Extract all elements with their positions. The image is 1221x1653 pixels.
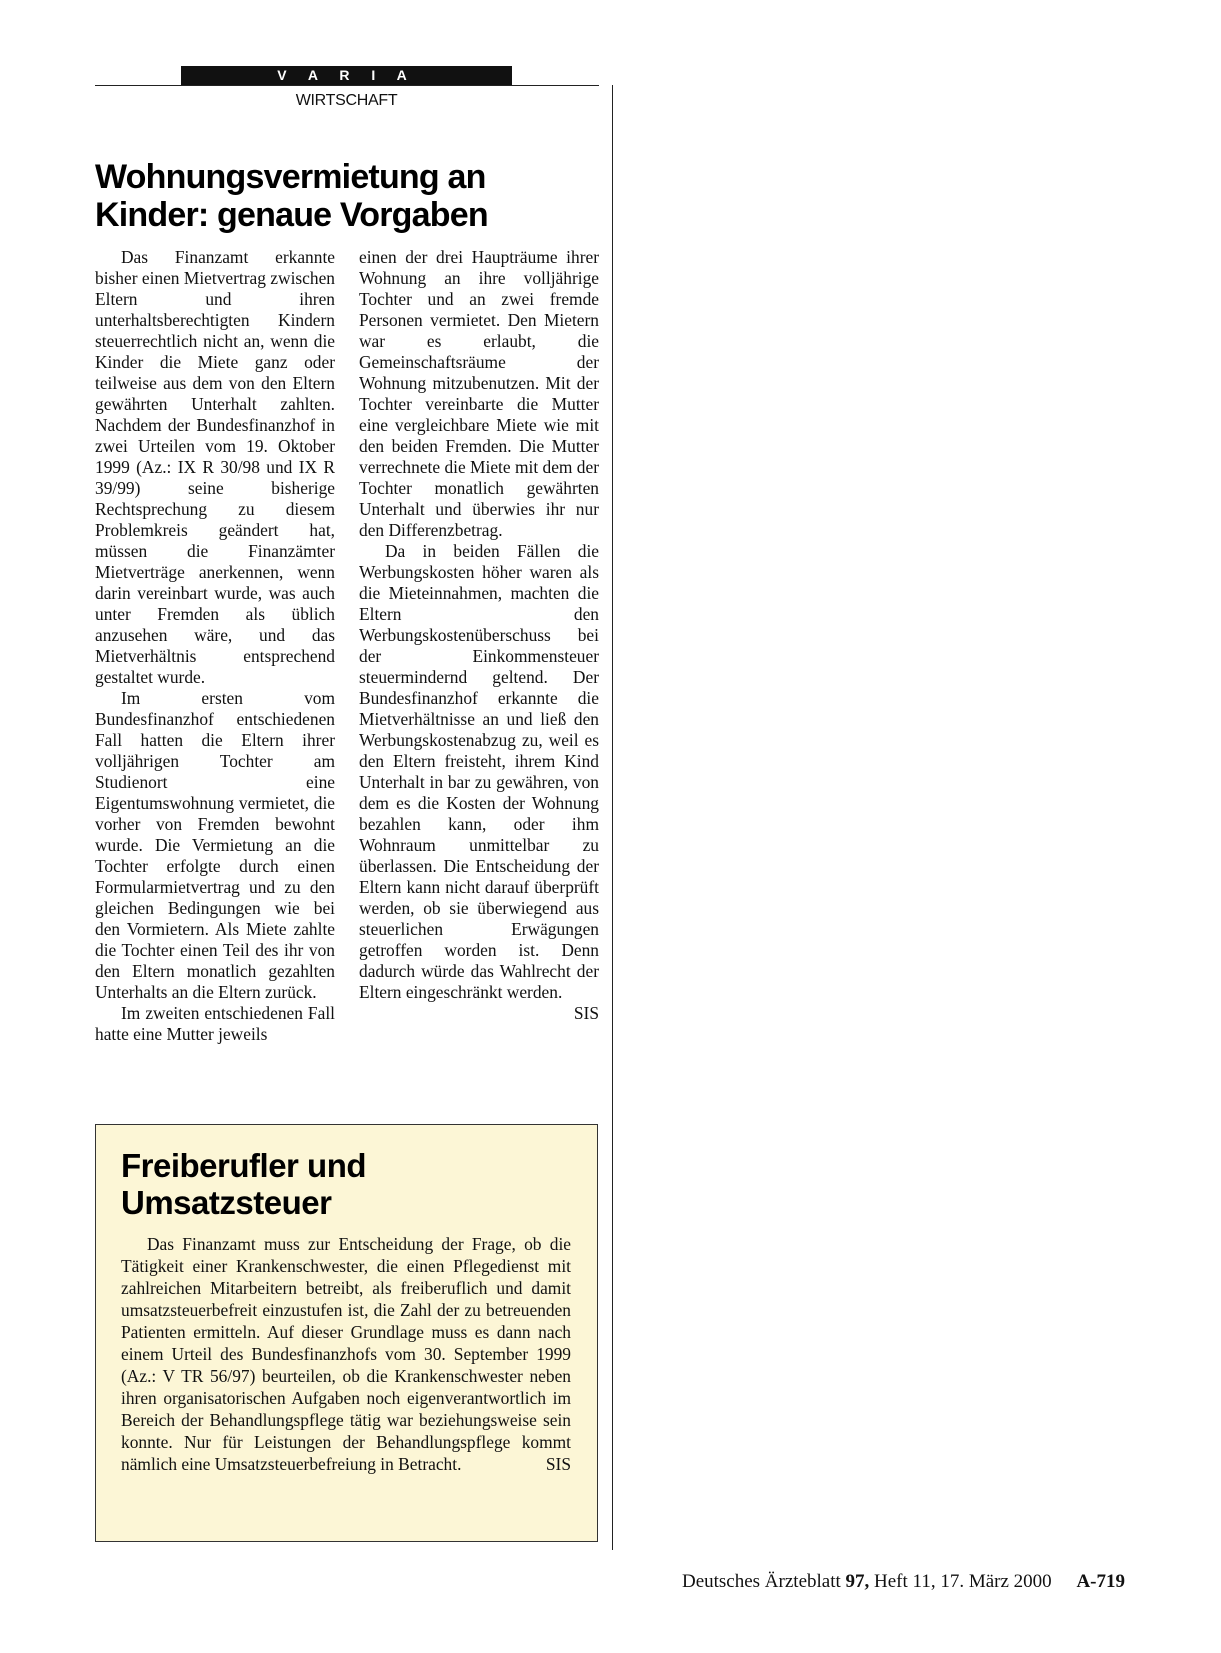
- varia-label: V A R I A: [181, 66, 512, 85]
- paragraph: Im zweiten entschiedenen Fall hatte eine Mutter jeweils: [95, 1003, 335, 1044]
- box-title: [121, 1147, 571, 1221]
- box-paragraph: [121, 1233, 571, 1475]
- author-signature: SIS: [573, 1003, 599, 1023]
- box-signature: SIS: [545, 1454, 571, 1474]
- info-box: [95, 1124, 598, 1542]
- journal-name: Deutsches Ärzteblatt: [681, 1571, 841, 1592]
- paragraph: einen der drei Haupträume ihrer Wohnung an ihre volljährige Tochter und an zwei fremde Personen vermietet. Den Mietern war es erlaubt, die Gemeinschaftsräume der Wohnung mitzubenutzen. Mit der Tochter vereinbarte die Mutter eine vergleichbare Miete wie mit den beiden Fremden. Die Mutter verrechnete die Miete mit dem der Tochter monatlich gewährten Unterhalt und überwies ihr nur den Differenzbetrag.: [359, 247, 599, 540]
- paragraph: [359, 541, 599, 1023]
- paragraph-text: Da in beiden Fällen die Werbungskosten höher waren als die Mieteinnahmen, machten die Eltern den Werbungskostenüberschuss bei der Einkommensteuer steuermindernd geltend. Der Bundesfinanzhof erkannte die Mietverhältnisse an und ließ den Werbungskostenabzug zu, weil es den Eltern freisteht, ihrem Kind Unterhalt in bar zu gewähren, von dem es die Kosten der Wohnung bezahlen kann, oder ihm Wohnraum unmittelbar zu überlassen. Die Entscheidung der Eltern kann nicht darauf überprüft werden, ob sie überwiegend aus steuerlichen Erwägungen getroffen worden ist. Denn dadurch würde das Wahlrecht der Eltern eingeschränkt werden.: [359, 541, 599, 1002]
- section-label: WIRTSCHAFT: [295, 92, 398, 109]
- page-number: A-719: [1076, 1571, 1125, 1592]
- column-rule: [612, 85, 613, 1550]
- article-column-right: [359, 247, 599, 1024]
- article-column-left: [95, 247, 335, 1045]
- paragraph: Das Finanzamt erkannte bisher einen Mietvertrag zwischen Eltern und ihren unterhaltsberechtigten Kindern steuerrechtlich nicht an, wenn die Kinder die Miete ganz oder teilweise aus dem von den Eltern gewährten Unterhalt zahlten. Nachdem der Bundesfinanzhof in zwei Urteilen vom 19. Oktober 1999 (Az.: IX R 30/98 und IX R 39/99) seine bisherige Rechtsprechung zu diesem Problemkreis geändert hat, müssen die Finanzämter Mietverträge anerkennen, wenn darin vereinbart wurde, was auch unter Fremden als üblich anzusehen wäre, und das Mietverhältnis entsprechend gestaltet wurde.: [95, 247, 335, 687]
- box-title-line-1: Freiberufler und: [121, 1147, 367, 1184]
- paragraph: Im ersten vom Bundesfinanzhof entschiedenen Fall hatten die Eltern ihrer volljährigen Tochter am Studienort eine Eigentumswohnung vermietet, die vorher von Fremden bewohnt wurde. Die Vermietung an die Tochter erfolgte durch einen Formularmietvertrag und zu den gleichen Bedingungen wie bei den Vormietern. Als Miete zahlte die Tochter einen Teil des ihr von den Eltern monatlich gezahlten Unterhalts an die Eltern zurück.: [95, 688, 335, 1002]
- article-headline: [95, 158, 615, 234]
- journal-issue: Heft 11, 17. März 2000: [874, 1571, 1052, 1592]
- headline-line-1: Wohnungsvermietung an: [95, 158, 486, 196]
- top-rule: [95, 85, 599, 86]
- headline-line-2: Kinder: genaue Vorgaben: [95, 196, 488, 234]
- box-text: Das Finanzamt muss zur Entscheidung der Frage, ob die Tätigkeit einer Krankenschwester, die einen Pflegedienst mit zahlreichen Mitarbeitern betreibt, als freiberuflich und damit umsatzsteuerbefreit einzustufen ist, die Zahl der zu betreuenden Patienten ermitteln. Auf dieser Grundlage muss es dann nach einem Urteil des Bundesfinanzhofs vom 30. September 1999 (Az.: V TR 56/97) beurteilen, ob die Krankenschwester neben ihren organisatorischen Aufgaben noch eigenverantwortlich im Bereich der Behandlungspflege tätig war beziehungsweise sein konnte. Nur für Leistungen der Behandlungspflege kommt nämlich eine Umsatzsteuerbefreiung in Betracht.: [121, 1234, 571, 1474]
- page-footer: [682, 1571, 1125, 1593]
- journal-volume: 97,: [845, 1571, 870, 1592]
- box-title-line-2: Umsatzsteuer: [121, 1184, 332, 1221]
